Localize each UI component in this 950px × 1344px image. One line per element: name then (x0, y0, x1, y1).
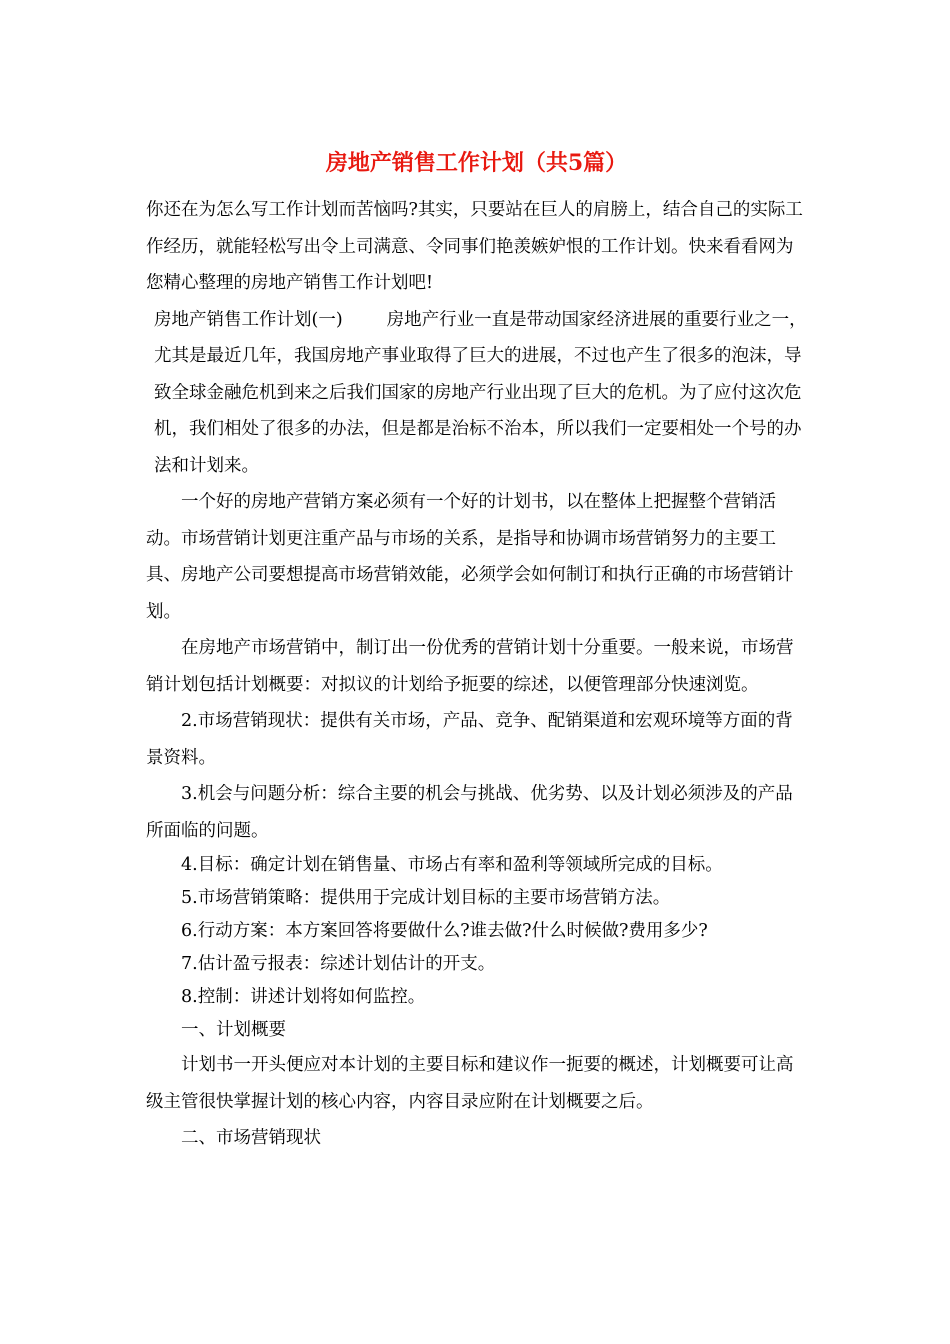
section-heading: 二、市场营销现状 (181, 1128, 321, 1148)
list-item: 7.估计盈亏报表：综述计划估计的开支。 (181, 954, 496, 974)
body-paragraph: 在房地产市场营销中，制订出一份优秀的营销计划十分重要。一般来说，市场营销计划包括计划概要：对拟议的计划给予扼要的综述，以便管理部分快速浏览。 (146, 638, 794, 695)
body-paragraph: 一个好的房地产营销方案必须有一个好的计划书，以在整体上把握整个营销活动。市场营销计划更注重产品与市场的关系，是指导和协调市场营销努力的主要工具、房地产公司要想提高市场营销效能，必须学会如何制订和执行正确的市场营销计划。 (146, 492, 794, 622)
body-paragraph: 2.市场营销现状：提供有关市场，产品、竞争、配销渠道和宏观环境等方面的背景资料。 (146, 711, 793, 768)
document-body (146, 192, 807, 1157)
section1-paragraph (146, 302, 807, 485)
intro-paragraph: 你还在为怎么写工作计划而苦恼吗?其实，只要站在巨人的肩膀上，结合自己的实际工作经历，就能轻松写出令上司满意、令同事们艳羡嫉妒恨的工作计划。快来看看网为您精心整理的房地产销售工作计划吧! (146, 200, 803, 293)
document-title: 房地产销售工作计划（共5篇） (325, 150, 628, 176)
section1-heading: 房地产销售工作计划(一) (154, 309, 343, 330)
list-item: 4.目标：确定计划在销售量、市场占有率和盈利等领域所完成的目标。 (181, 855, 723, 875)
section1-text: 房地产行业一直是带动国家经济进展的重要行业之一，尤其是最近几年，我国房地产事业取得了巨大的进展，不过也产生了很多的泡沫，导致全球金融危机到来之后我们国家的房地产行业出现了巨大的危机。为了应付这次危机，我们相处了很多的办法，但是都是治标不治本，所以我们一定要相处一个号的办法和计划来。 (154, 309, 807, 476)
body-paragraph: 3.机会与问题分析：综合主要的机会与挑战、优劣势、以及计划必须涉及的产品所面临的问题。 (146, 784, 793, 841)
list-item: 8.控制：讲述计划将如何监控。 (181, 987, 426, 1007)
section-heading: 一、计划概要 (181, 1020, 286, 1040)
summary-paragraph: 计划书一开头便应对本计划的主要目标和建议作一扼要的概述，计划概要可让高级主管很快掌握计划的核心内容，内容目录应附在计划概要之后。 (146, 1055, 794, 1112)
list-item: 6.行动方案：本方案回答将要做什么?谁去做?什么时候做?费用多少? (181, 921, 708, 941)
list-item: 5.市场营销策略：提供用于完成计划目标的主要市场营销方法。 (181, 888, 671, 908)
